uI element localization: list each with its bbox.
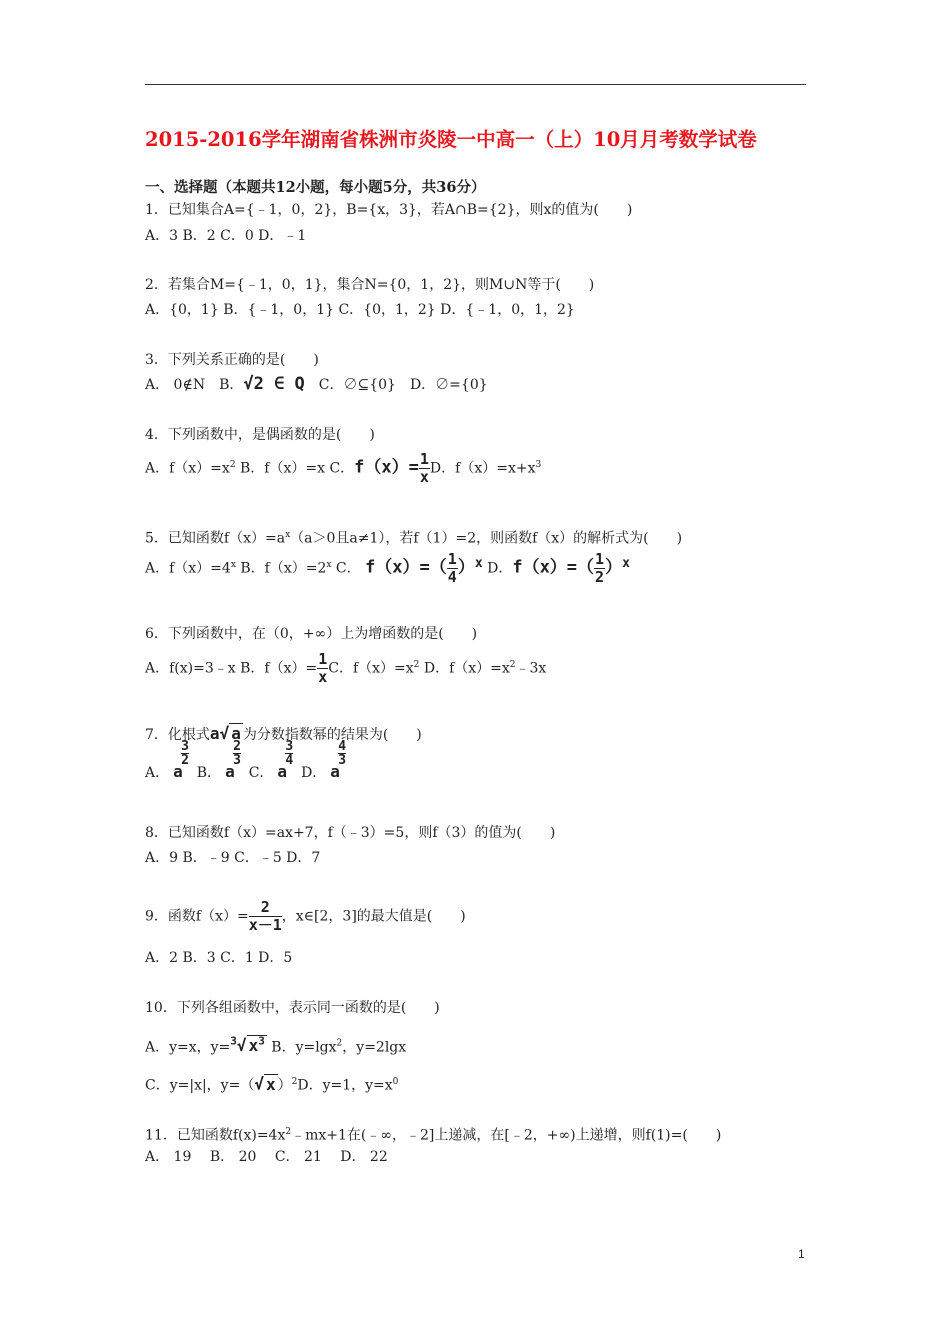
section-heading: 一、选择题（本题共12小题，每小题5分，共36分） [145, 179, 486, 196]
fraction-exponent [338, 740, 346, 767]
option-d-text: D．f（x）=x [419, 660, 510, 677]
exponent: 0 [392, 1077, 399, 1087]
question-7-options [145, 739, 354, 783]
fraction-1-over-x [419, 452, 430, 485]
fraction-1-over-4 [447, 552, 458, 585]
exponent: 2 [229, 459, 236, 470]
option-label: B． [196, 765, 222, 781]
paren-close: ） [457, 557, 475, 578]
option-cd-text: C．∅⊆{0} D．∅={0} [304, 377, 488, 393]
cube-root-x-cubed: $^3$√ $x^3$ [230, 1035, 265, 1056]
question-10-options-cd [145, 1072, 398, 1096]
exponent: 3 [258, 1035, 265, 1048]
question-3-stem: 3．下列关系正确的是( ) [145, 352, 319, 368]
question-2-options: A．{0，1} B．{﹣1，0，1} C．{0，1，2} D．{﹣1，0，1，2} [145, 302, 575, 318]
option-b-text: B．f（x）=2 [235, 560, 327, 577]
power-base: a [277, 762, 288, 781]
question-9-stem [145, 900, 466, 933]
option-ab-text: A．f(x)=3﹣x B．f（x）= [145, 660, 318, 677]
numerator: 3 [285, 739, 294, 754]
denominator: 2 [595, 568, 605, 586]
option-d-rest: ﹣3x [515, 660, 547, 677]
denominator: 4 [285, 753, 294, 768]
radicand-base: x [248, 1036, 259, 1056]
stem-text-rest: （a＞0且a≠1），若f（1）=2，则函数f（x）的解析式为( ) [290, 530, 683, 547]
question-4-stem: 4．下列函数中，是偶函数的是( ) [145, 427, 375, 443]
question-11-options: A． 19 B． 20 C． 21 D． 22 [145, 1149, 388, 1165]
exponent: 3 [535, 459, 542, 470]
option-a-text: A．y=x，y= [145, 1039, 231, 1056]
option-c-text: C．f（x）=x [328, 660, 414, 677]
question-9-options: A．2 B．3 C．1 D．5 [145, 950, 293, 966]
option-b-text: B．f（x）=x C． [235, 460, 355, 477]
option-c-formula: f（x）= [354, 457, 419, 478]
numerator: 2 [249, 900, 282, 917]
stem-text-rest: ，x∈[2，3]的最大值是( ) [281, 908, 466, 925]
denominator: 2 [181, 753, 189, 768]
question-4-options [145, 452, 541, 485]
option-a-text: A．f（x）=x [145, 460, 230, 477]
radicand [247, 1035, 267, 1055]
stem-text: 9．函数f（x）= [145, 908, 249, 925]
power-base: a [330, 762, 340, 781]
power-base: a [173, 762, 183, 781]
question-1-options: A．3 B．2 C．0 D．﹣1 [145, 228, 307, 244]
exponent: 2 [509, 659, 516, 670]
power-base: a [225, 762, 235, 781]
option-d-formula: f（x）=（ [512, 557, 595, 578]
power-expression [330, 739, 347, 782]
option-c-formula: f（x）=（ [365, 557, 447, 578]
exponent: x [326, 559, 332, 570]
numerator: 1 [447, 550, 457, 568]
radicand: x [265, 1074, 276, 1094]
denominator: x－1 [248, 916, 282, 934]
numerator: 1 [318, 650, 328, 668]
root-index: 3 [230, 1035, 237, 1048]
stem-text-rest: ﹣mx+1在(﹣∞，﹣2]上递减，在[﹣2，+∞)上递增，则f(1)=( ) [291, 1127, 722, 1144]
power-expression [225, 739, 241, 782]
page-title: 2015-2016学年湖南省株洲市炎陵一中高一（上）10月月考数学试卷 [145, 128, 757, 151]
sqrt2-in-q-formula: √2 ∈ Q [243, 374, 305, 394]
power-expression [173, 739, 189, 782]
exponent: x [285, 530, 291, 540]
question-8-options: A．9 B．﹣9 C．﹣5 D．7 [145, 850, 321, 866]
paren-close: ） [605, 557, 623, 578]
radical-a-sqrt-a: a√ a [209, 724, 241, 743]
power-expression [277, 739, 294, 782]
option-c-text: C．y=|x|，y=（ [145, 1077, 255, 1094]
stem-text-rest: 为分数指数幂的结果为( ) [242, 727, 422, 743]
header-rule [145, 84, 806, 85]
question-11-stem [145, 1122, 721, 1146]
denominator: 4 [447, 568, 457, 586]
fraction-1-over-2 [594, 552, 605, 585]
option-label: A． [145, 765, 170, 781]
option-b-text: B．y=lgx [266, 1039, 337, 1056]
option-label: C． [248, 765, 274, 781]
denominator: x [318, 668, 328, 686]
question-10-options-ab [145, 1032, 406, 1057]
question-10-stem: 10．下列各组函数中，表示同一函数的是( ) [145, 1000, 440, 1016]
coefficient: a [209, 724, 220, 743]
question-3-options [145, 374, 488, 395]
question-2-stem: 2．若集合M={﹣1，0，1}，集合N={0，1，2}，则M∪N等于( ) [145, 277, 595, 293]
exponent: 2 [336, 1038, 343, 1049]
numerator: 1 [419, 450, 429, 468]
option-label: D． [301, 765, 327, 781]
option-d-text: D．y=1，y=x [297, 1077, 393, 1094]
question-1-stem: 1．已知集合A={﹣1，0，2}，B={x，3}，若A∩B={2}，则x的值为( ) [145, 202, 633, 218]
fraction-1-over-x [317, 652, 328, 685]
option-c-label: C． [331, 560, 361, 577]
denominator: x [419, 468, 429, 486]
numerator: 1 [595, 550, 605, 568]
exponent: 2 [291, 1077, 298, 1087]
numerator: 3 [181, 739, 189, 754]
radicand: a [231, 724, 241, 743]
page-number: 1 [798, 1247, 805, 1261]
fraction-exponent [181, 740, 189, 767]
question-5-options [145, 552, 630, 585]
stem-text: 5．已知函数f（x）=a [145, 530, 286, 547]
question-6-options [145, 652, 546, 685]
exponent: 2 [285, 1127, 292, 1137]
denominator: 3 [338, 753, 347, 768]
paren-close: ） [277, 1077, 292, 1094]
exponent: x [474, 555, 483, 571]
numerator: 4 [338, 739, 347, 754]
denominator: 3 [233, 753, 241, 768]
question-6-stem: 6．下列函数中，在（0，+∞）上为增函数的是( ) [145, 626, 478, 642]
fraction-exponent [285, 740, 293, 767]
question-5-stem [145, 525, 682, 549]
option-d-label: D． [487, 560, 513, 577]
exponent: x [230, 559, 236, 570]
fraction-2-over-x-minus-1 [249, 900, 282, 933]
question-8-stem: 8．已知函数f（x）=ax+7，f（﹣3）=5，则f（3）的值为( ) [145, 825, 556, 841]
option-a-text: A．f（x）=4 [145, 560, 231, 577]
stem-text: 11．已知函数f(x)=4x [145, 1127, 286, 1144]
fraction-exponent [233, 740, 241, 767]
option-d-text: D．f（x）=x+x [429, 460, 536, 477]
option-b-rest: ，y=2lgx [342, 1039, 407, 1056]
sqrt-x: √ x [254, 1074, 276, 1094]
numerator: 2 [233, 739, 241, 754]
stem-text: 7．化根式 [145, 727, 210, 743]
exponent: x [622, 555, 630, 571]
exponent: 2 [413, 659, 420, 670]
option-a-text: A． 0∉N B． [145, 377, 244, 393]
